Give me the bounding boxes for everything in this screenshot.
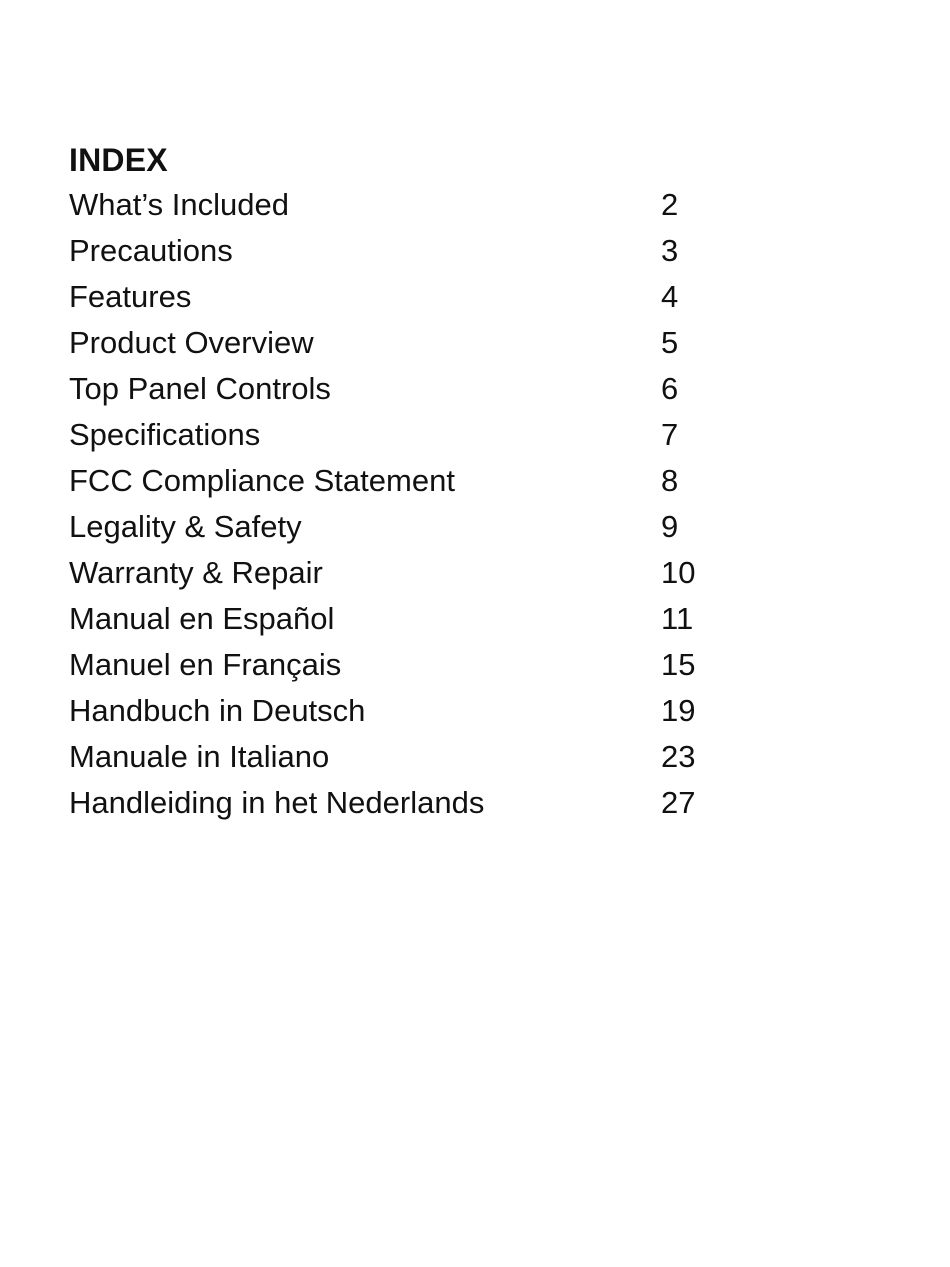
index-entry-label: Warranty & Repair — [69, 555, 323, 590]
index-entry-handleiding-nederlands — [69, 780, 769, 826]
index-entry-whats-included — [69, 182, 769, 228]
index-entry-page-number: 10 — [661, 555, 696, 590]
index-entry-manuel-francais — [69, 642, 769, 688]
index-entry-page-number: 27 — [661, 785, 696, 820]
index-entry-label: Top Panel Controls — [69, 371, 331, 406]
index-entry-manuale-italiano — [69, 734, 769, 780]
index-entry-page-number: 19 — [661, 693, 696, 728]
index-entry-page-number: 23 — [661, 739, 696, 774]
index-entry-specifications — [69, 412, 769, 458]
index-entry-page-number: 7 — [661, 417, 679, 452]
index-entry-label: Features — [69, 279, 192, 314]
index-entry-fcc-compliance-statement — [69, 458, 769, 504]
index-entry-label: Manual en Español — [69, 601, 335, 636]
index-entry-page-number: 3 — [661, 233, 679, 268]
index-entry-label: Manuel en Français — [69, 647, 342, 682]
index-entry-legality-safety — [69, 504, 769, 550]
index-entry-page-number: 8 — [661, 463, 679, 498]
index-entry-page-number: 4 — [661, 279, 679, 314]
index-entry-label: Precautions — [69, 233, 233, 268]
index-entry-precautions — [69, 228, 769, 274]
index-entry-page-number: 15 — [661, 647, 696, 682]
index-entry-label: Specifications — [69, 417, 261, 452]
index-entry-handbuch-deutsch — [69, 688, 769, 734]
index-entry-label: Handleiding in het Nederlands — [69, 785, 485, 820]
index-entry-top-panel-controls — [69, 366, 769, 412]
index-entry-label: Product Overview — [69, 325, 314, 360]
index-entry-warranty-repair — [69, 550, 769, 596]
index-entry-page-number: 11 — [661, 601, 694, 636]
index-entry-label: Handbuch in Deutsch — [69, 693, 366, 728]
index-entry-label: Legality & Safety — [69, 509, 302, 544]
index-entry-page-number: 6 — [661, 371, 679, 406]
index-entry-page-number: 9 — [661, 509, 679, 544]
index-entry-manual-espanol — [69, 596, 769, 642]
index-entry-features — [69, 274, 769, 320]
index-entry-product-overview — [69, 320, 769, 366]
index-list — [69, 182, 769, 826]
index-entry-page-number: 5 — [661, 325, 679, 360]
index-entry-label: FCC Compliance Statement — [69, 463, 455, 498]
index-entry-label: Manuale in Italiano — [69, 739, 330, 774]
index-section — [69, 138, 769, 826]
index-entry-label: What’s Included — [69, 187, 289, 222]
index-entry-page-number: 2 — [661, 187, 679, 222]
index-title: INDEX — [69, 142, 168, 178]
